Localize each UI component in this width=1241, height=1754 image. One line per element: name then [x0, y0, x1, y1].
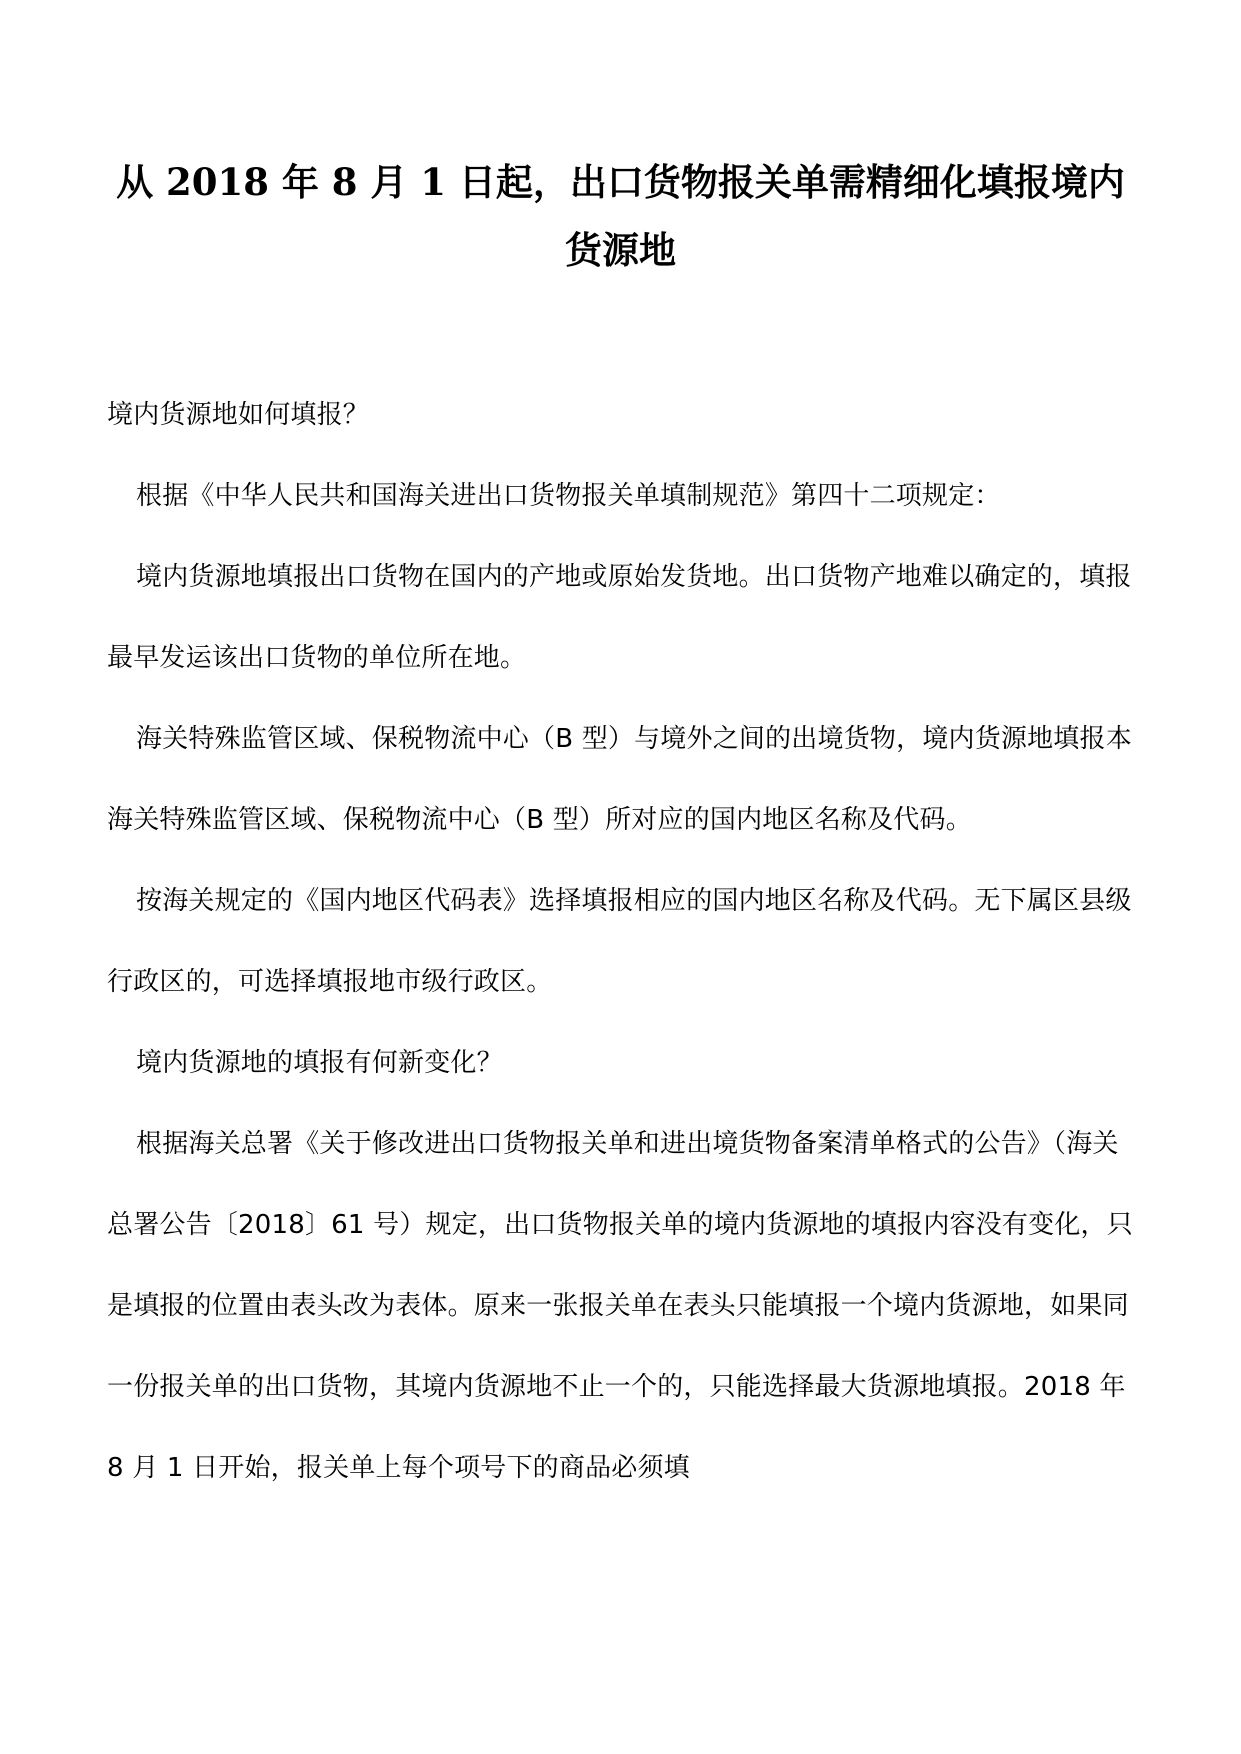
- body-paragraph: 按海关规定的《国内地区代码表》选择填报相应的国内地区名称及代码。无下属区县级行政区的，可选择填报地市级行政区。: [107, 886, 1132, 997]
- body-paragraph: 根据《中华人民共和国海关进出口货物报关单填制规范》第四十二项规定：: [136, 481, 1001, 511]
- question-heading: 境内货源地如何填报？: [107, 400, 370, 430]
- question-heading: 境内货源地的填报有何新变化？: [136, 1048, 503, 1078]
- body-paragraph: 根据海关总署《关于修改进出口货物报关单和进出境货物备案清单格式的公告》（海关总署公告〔2018〕61 号）规定，出口货物报关单的境内货源地的填报内容没有变化，只是填报的位置由表头改为表体。原来一张报关单在表头只能填报一个境内货源地，如果同一份报关单的出口货物，其境内货源地不止一个的，只能选择最大货源地填报。2018 年 8 月 1 日开始，报关单上每个项号下的商品必须填: [107, 1129, 1133, 1483]
- body-paragraph: 境内货源地填报出口货物在国内的产地或原始发货地。出口货物产地难以确定的，填报最早发运该出口货物的单位所在地。: [107, 562, 1132, 673]
- document-title: 从 2018 年 8 月 1 日起，出口货物报关单需精细化填报境内货源地: [116, 160, 1125, 272]
- body-paragraph: 海关特殊监管区域、保税物流中心（B 型）与境外之间的出境货物，境内货源地填报本海关特殊监管区域、保税物流中心（B 型）所对应的国内地区名称及代码。: [107, 724, 1132, 835]
- document-body: [107, 375, 1139, 1509]
